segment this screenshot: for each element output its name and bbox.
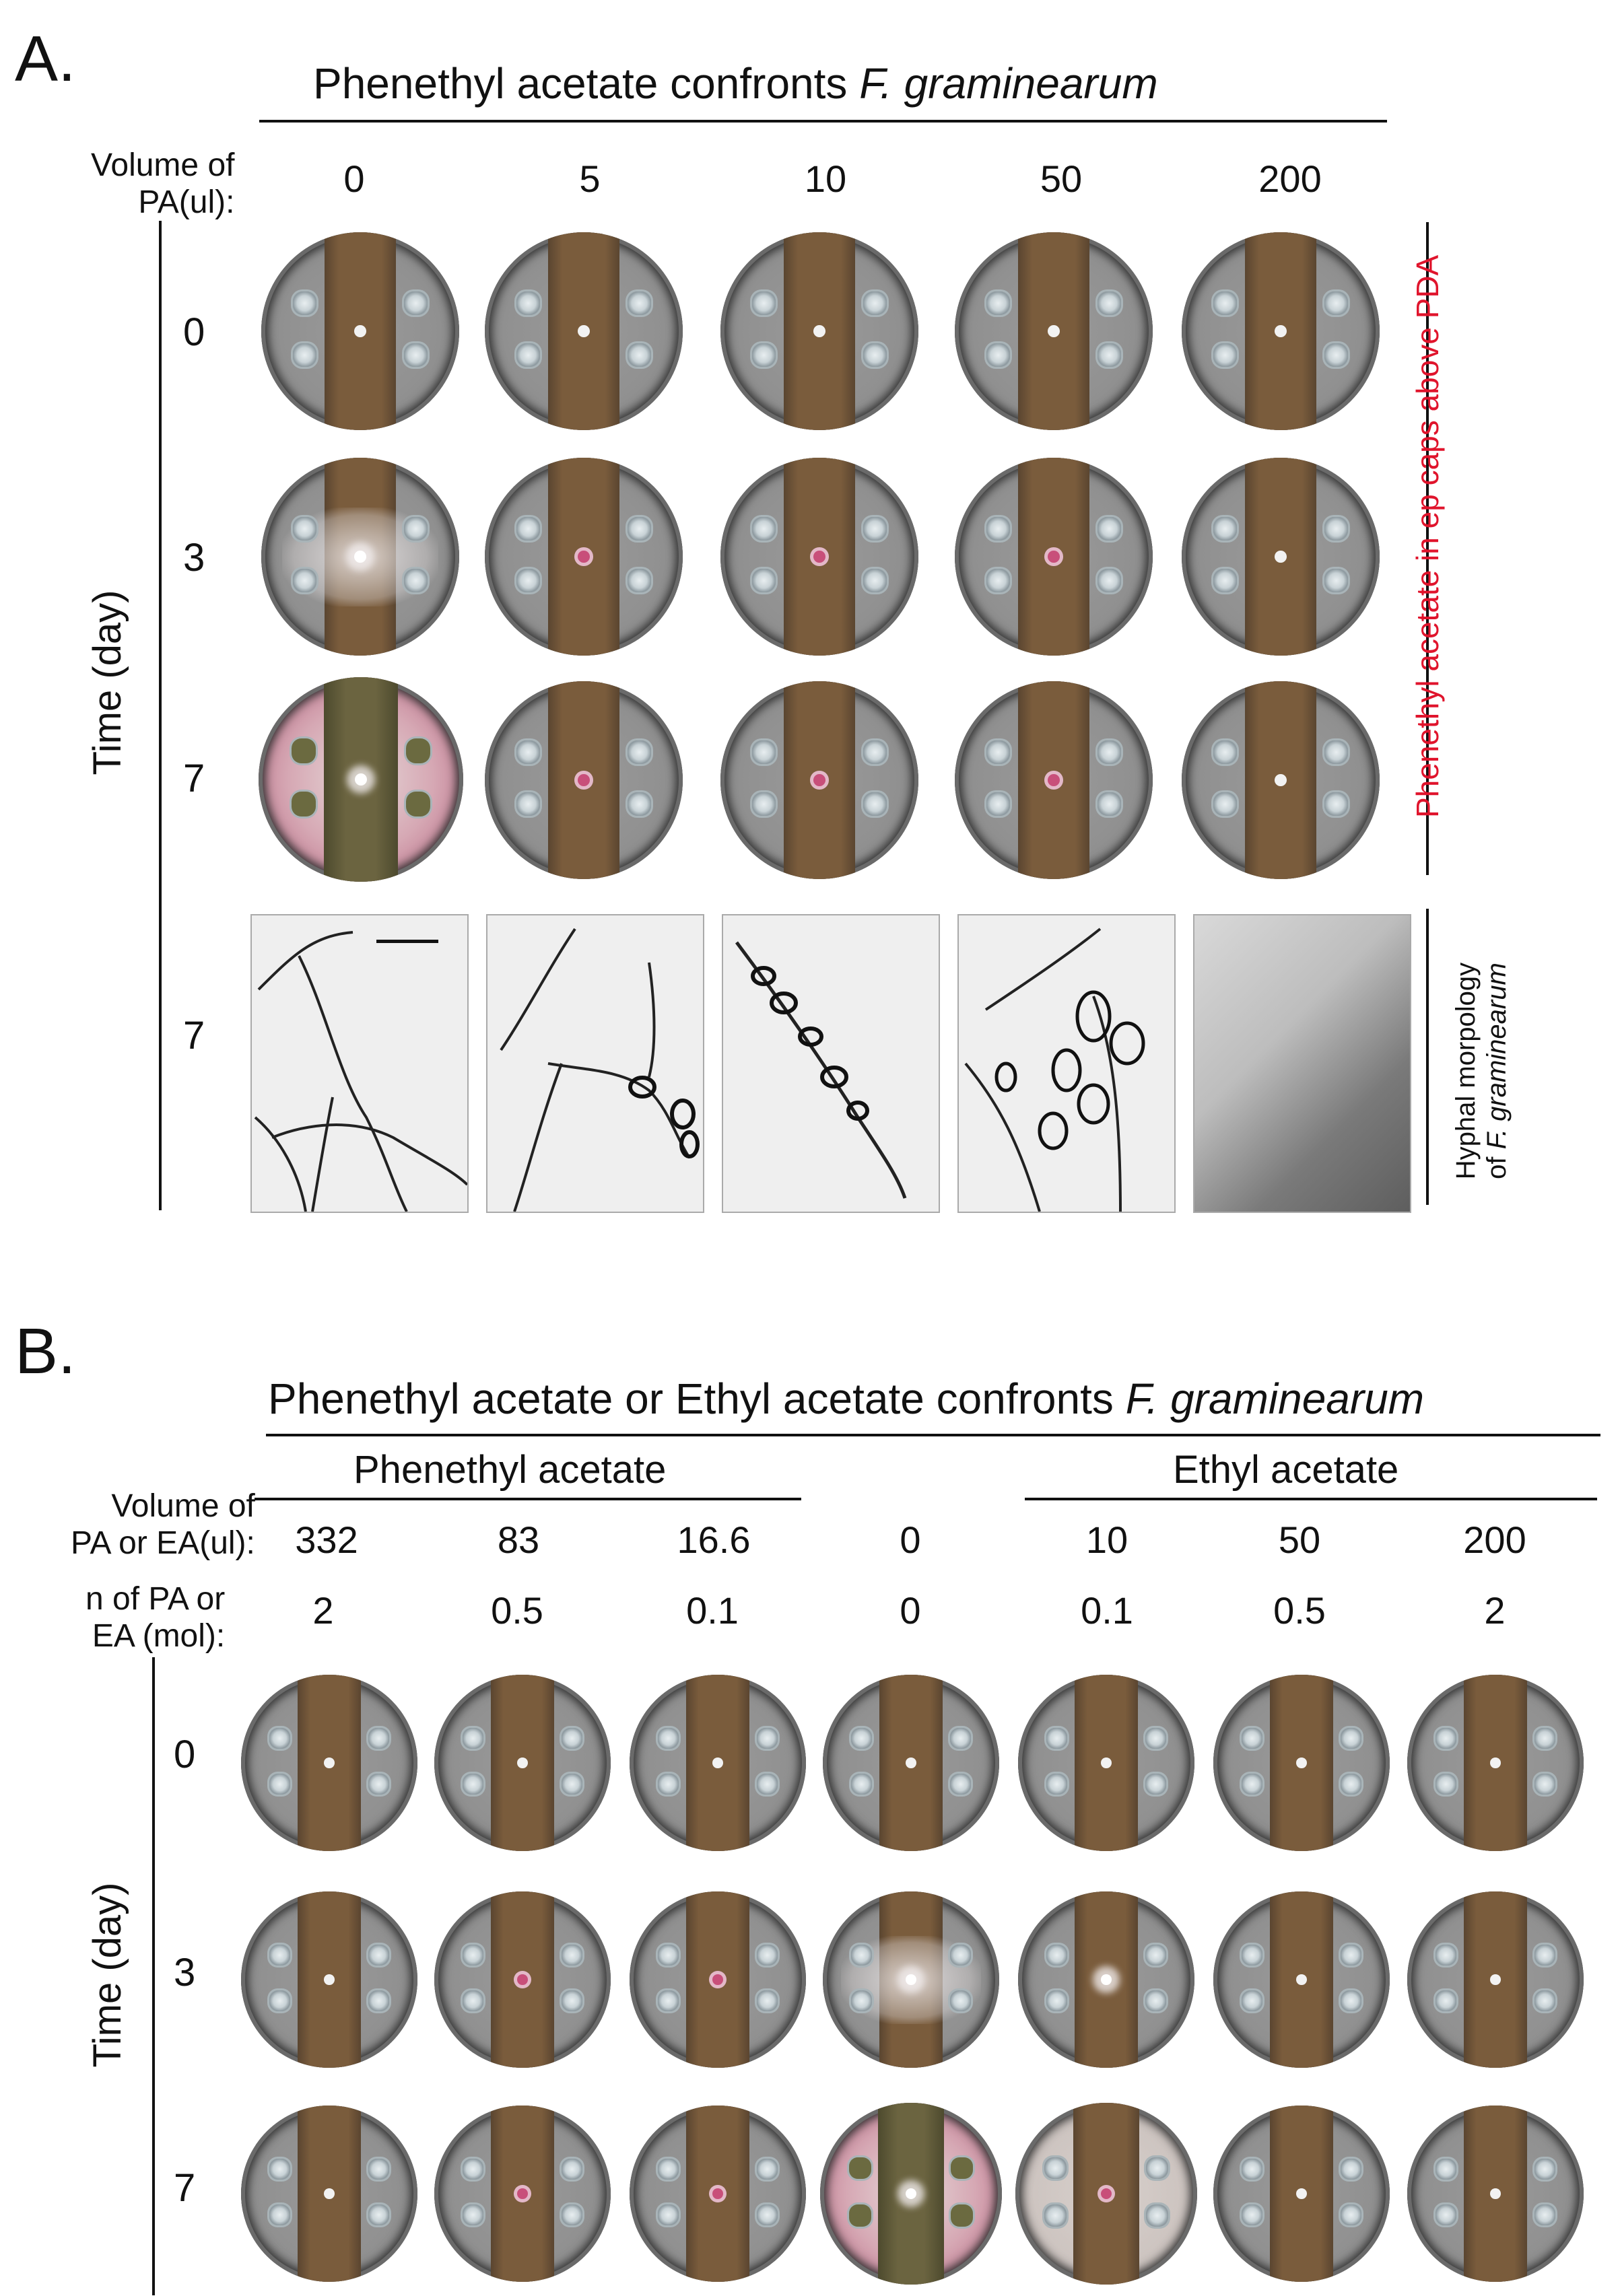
panel-a-volume-5: 5	[579, 158, 601, 200]
petri-dish	[1015, 2103, 1197, 2285]
petri-dish	[955, 681, 1153, 879]
panel-b-letter: B.	[15, 1315, 76, 1387]
petri-dish	[1182, 681, 1380, 879]
panel-a-time-7: 7	[183, 757, 205, 800]
petri-dish	[823, 1891, 999, 2068]
panel-b-time-axis-label: Time (day)	[86, 1882, 129, 2068]
petri-dish	[1213, 1891, 1390, 2068]
petri-dish	[485, 458, 683, 656]
panel-b-mol-0-1: 0.1	[686, 1589, 739, 1632]
petri-dish	[1213, 1675, 1390, 1851]
petri-dish	[820, 2103, 1002, 2285]
petri-dish	[955, 232, 1153, 430]
panel-a-time-axis-line	[159, 221, 162, 1210]
panel-b-volume-0: 0	[900, 1519, 921, 1561]
panel-b-group-ea-rule	[1025, 1498, 1597, 1500]
panel-b-volume-label: Volume of PA or EA(ul):	[71, 1488, 255, 1562]
scale-bar	[376, 940, 438, 943]
panel-b-group-pa: Phenethyl acetate	[353, 1448, 667, 1492]
petri-dish	[241, 1675, 417, 1851]
petri-dish	[1182, 458, 1380, 656]
petri-dish	[630, 1891, 806, 2068]
panel-b-time-axis-line	[152, 1657, 155, 2295]
panel-b-volume-83: 83	[497, 1519, 540, 1561]
panel-b-group-ea: Ethyl acetate	[1173, 1448, 1399, 1492]
panel-a-side-label-red: Phenethyl acetate in ep caps above PDA	[1410, 254, 1445, 818]
petri-dish	[630, 2106, 806, 2282]
petri-dish	[720, 458, 918, 656]
petri-dish	[485, 232, 683, 430]
hyphae-drawing	[723, 915, 939, 1212]
panel-b-time-3: 3	[174, 1951, 196, 1994]
hyphae-drawing	[487, 915, 703, 1212]
petri-dish	[434, 1675, 611, 1851]
panel-a-volume-200: 200	[1258, 158, 1322, 200]
panel-b-group-pa-rule	[255, 1498, 801, 1500]
micrograph-no-growth	[1193, 914, 1411, 1213]
micrograph-hyphae	[250, 914, 469, 1213]
petri-dish	[1182, 232, 1380, 430]
panel-b-volume-16-6: 16.6	[677, 1519, 751, 1561]
petri-dish	[720, 232, 918, 430]
panel-a-title: Phenethyl acetate confronts F. graminearum	[313, 59, 1158, 108]
petri-dish	[720, 681, 918, 879]
hyphae-drawing	[252, 915, 467, 1212]
petri-dish	[241, 1891, 417, 2068]
panel-b-title: Phenethyl acetate or Ethyl acetate confronts F. graminearum	[268, 1375, 1425, 1423]
petri-dish	[630, 1675, 806, 1851]
petri-dish	[259, 677, 463, 882]
panel-a-volume-label: Volume of PA(ul):	[91, 147, 235, 221]
petri-dish	[823, 1675, 999, 1851]
panel-a-time-3: 3	[183, 536, 205, 580]
panel-b-mol-0-5-ea: 0.5	[1273, 1589, 1326, 1632]
petri-dish	[1407, 1891, 1584, 2068]
panel-b-volume-10: 10	[1085, 1519, 1128, 1561]
panel-a-side-rule-micro	[1426, 909, 1429, 1205]
panel-a-letter: A.	[15, 23, 76, 95]
petri-dish	[1018, 1891, 1194, 2068]
panel-a-volume-10: 10	[804, 158, 847, 200]
panel-a-title-rule	[259, 120, 1387, 123]
petri-dish	[261, 458, 459, 656]
petri-dish	[241, 2106, 417, 2282]
petri-dish	[1407, 2106, 1584, 2282]
petri-dish	[1213, 2106, 1390, 2282]
petri-dish	[434, 1891, 611, 2068]
petri-dish	[261, 232, 459, 430]
panel-b-volume-50: 50	[1278, 1519, 1321, 1561]
panel-b-volume-200: 200	[1463, 1519, 1526, 1561]
panel-b-mol-2: 2	[312, 1589, 334, 1632]
panel-b-title-rule	[266, 1434, 1600, 1436]
panel-b-volume-332: 332	[295, 1519, 358, 1561]
panel-b-mol-0-1-ea: 0.1	[1081, 1589, 1133, 1632]
panel-b-mol-2-ea: 2	[1484, 1589, 1506, 1632]
panel-b-mol-0: 0	[900, 1589, 921, 1632]
micrograph-hyphae	[957, 914, 1176, 1213]
panel-b-mol-label: n of PA or EA (mol):	[86, 1581, 226, 1655]
panel-b-mol-0-5: 0.5	[491, 1589, 543, 1632]
panel-a-time-axis-label: Time (day)	[86, 590, 129, 775]
petri-dish	[1018, 1675, 1194, 1851]
petri-dish	[485, 681, 683, 879]
hyphae-drawing	[959, 915, 1174, 1212]
panel-a-time-0: 0	[183, 310, 205, 354]
micrograph-hyphae	[722, 914, 940, 1213]
micrograph-hyphae	[486, 914, 704, 1213]
panel-b-time-7: 7	[174, 2166, 196, 2210]
panel-a-volume-0: 0	[343, 158, 365, 200]
petri-dish	[955, 458, 1153, 656]
petri-dish	[1407, 1675, 1584, 1851]
panel-a-volume-50: 50	[1040, 158, 1083, 200]
panel-b-time-0: 0	[174, 1733, 196, 1776]
panel-a-side-label-micro: Hyphal morpology of F. graminearum	[1451, 962, 1512, 1180]
panel-a-time-7-micro: 7	[183, 1014, 205, 1057]
petri-dish	[434, 2106, 611, 2282]
